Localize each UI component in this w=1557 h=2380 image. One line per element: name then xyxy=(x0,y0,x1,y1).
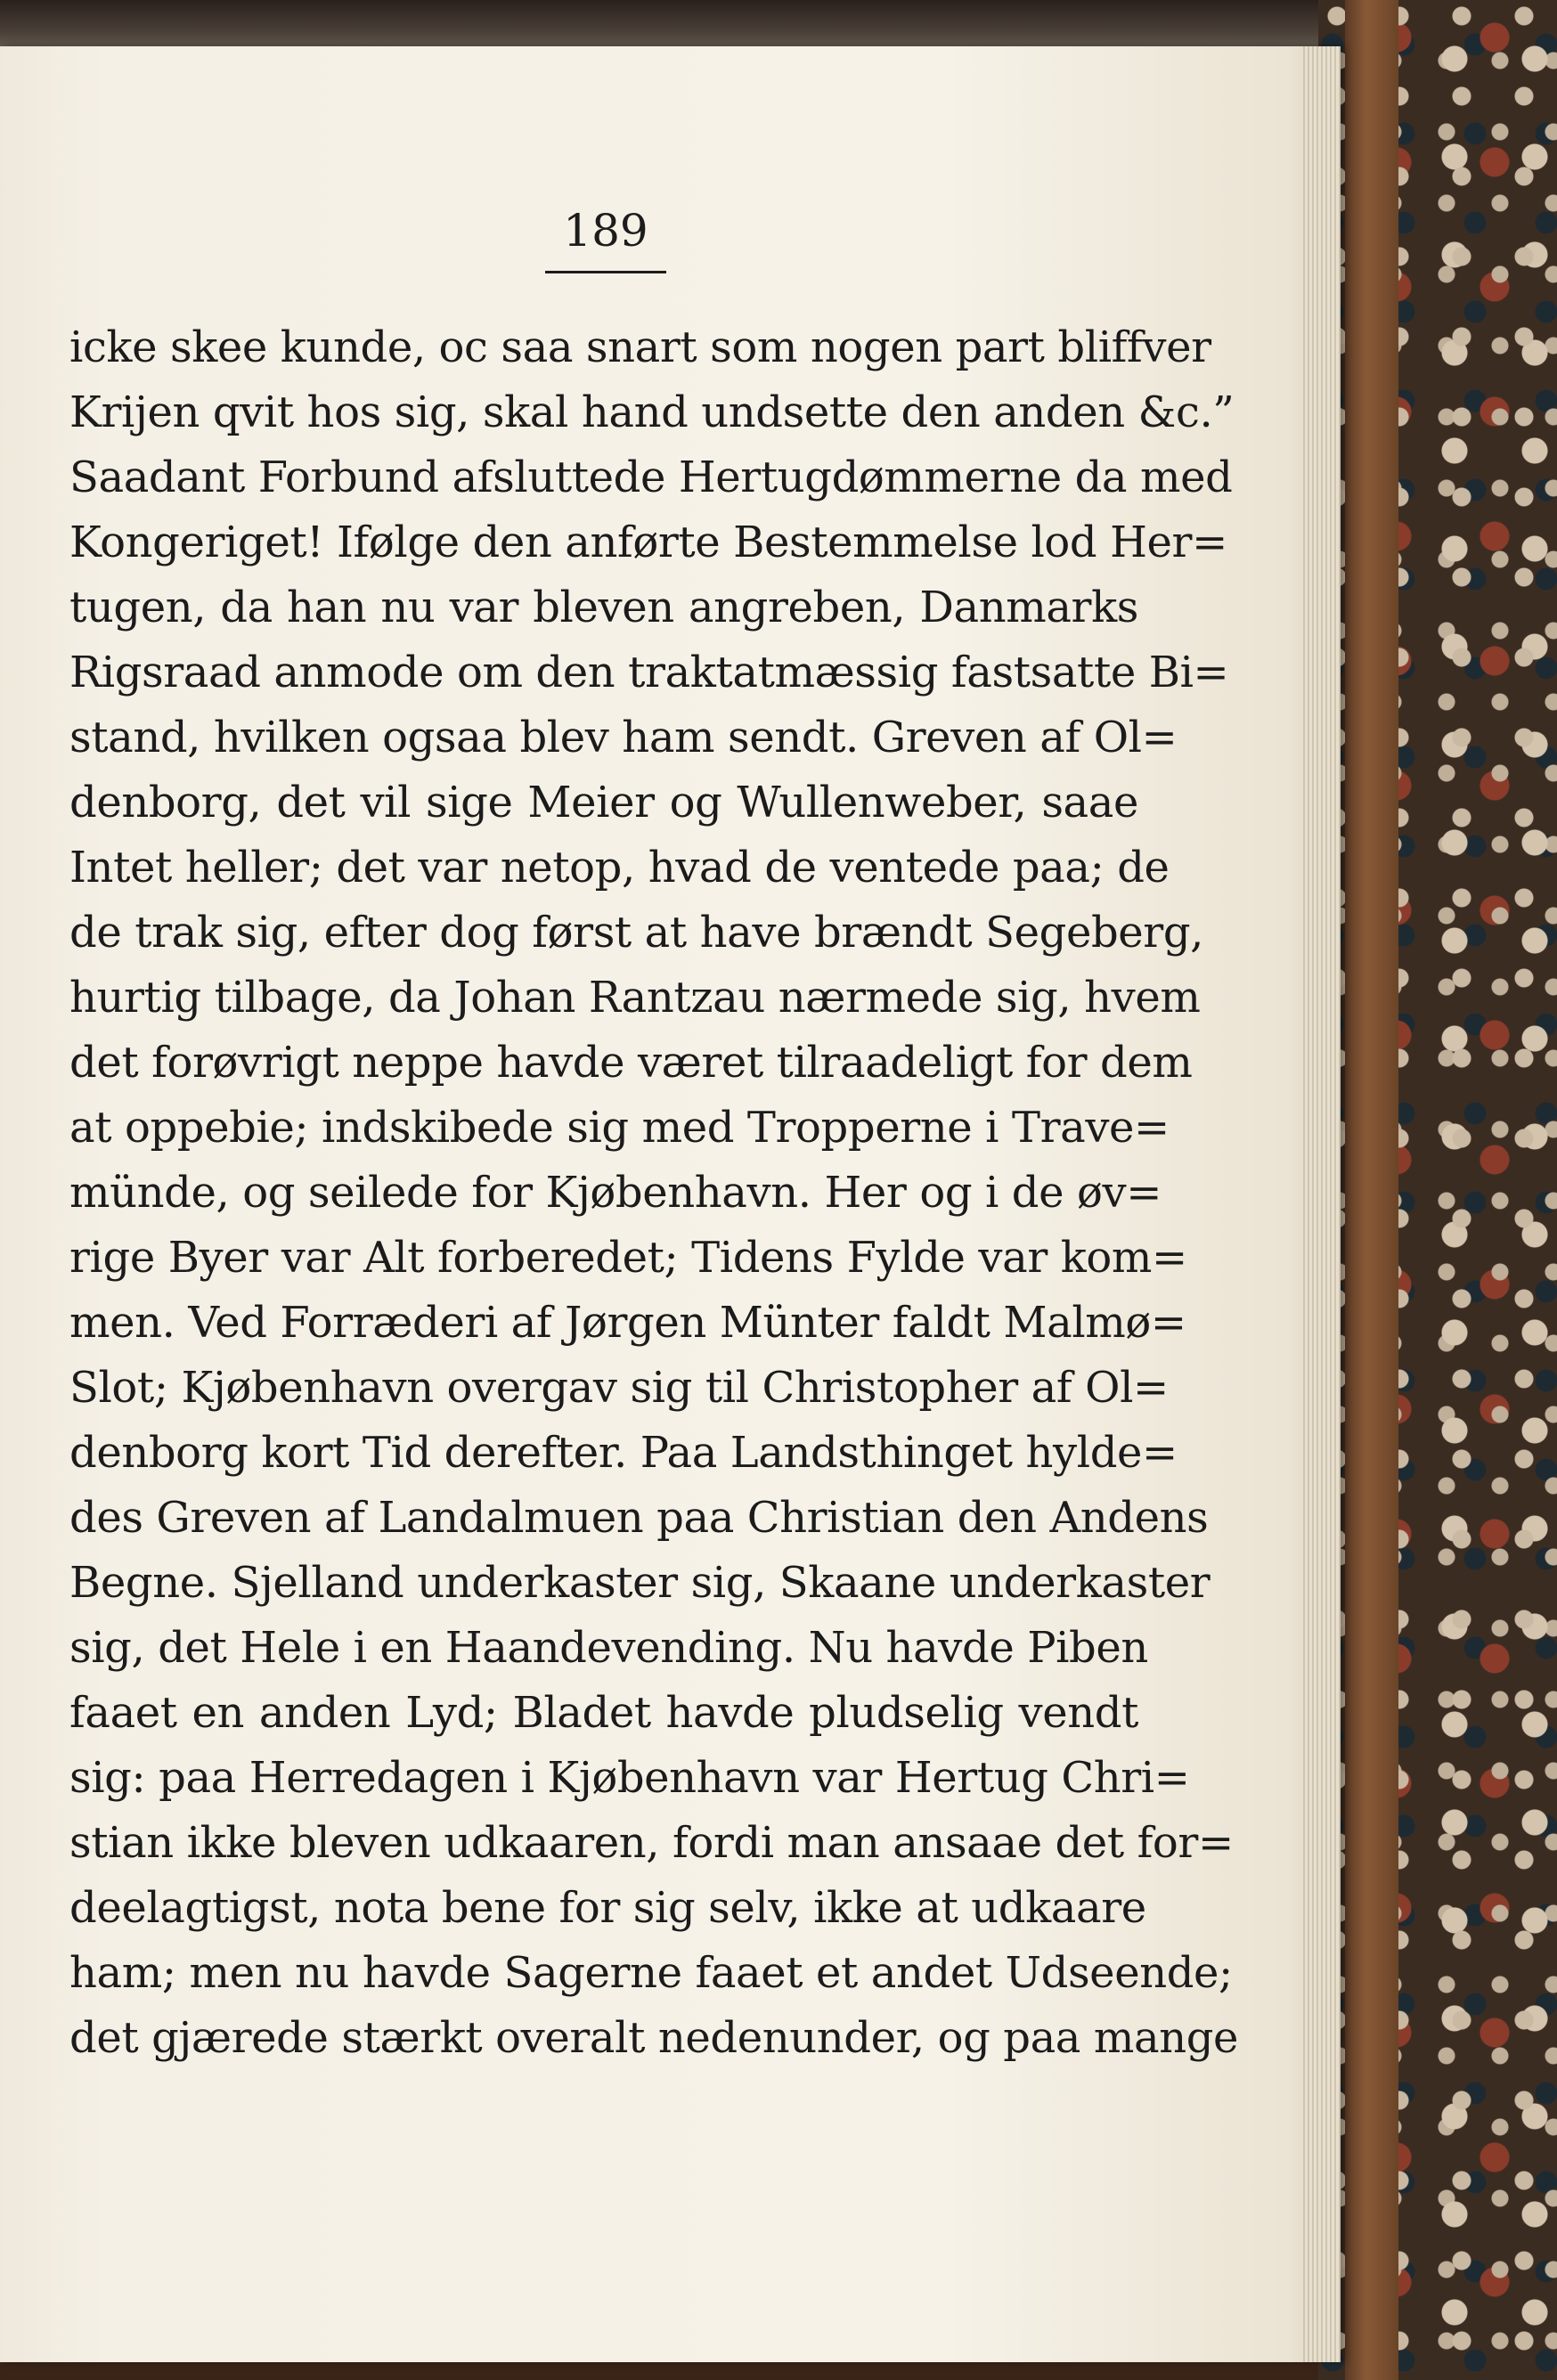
text-line: Saadant Forbund afsluttede Hertugdømmerne da med xyxy=(69,452,1233,502)
text-line: deelagtigst, nota bene for sig selv, ikke at udkaare xyxy=(69,1883,1146,1933)
text-line: icke skee kunde, oc saa snart som nogen part bliffver xyxy=(69,322,1211,372)
body-text xyxy=(69,315,1239,2071)
text-line: det gjærede stærkt overalt nedenunder, og paa mange xyxy=(69,2013,1239,2063)
page-edges xyxy=(1300,46,1341,2362)
text-line: hurtig tilbage, da Johan Rantzau nærmede sig, hvem xyxy=(69,973,1201,1023)
text-line: at oppebie; indskibede sig med Tropperne i Trave= xyxy=(69,1103,1170,1153)
text-line: Intet heller; det var netop, hvad de ventede paa; de xyxy=(69,843,1170,892)
text-line: des Greven af Landalmuen paa Christian den Andens xyxy=(69,1493,1209,1543)
text-line: münde, og seilede for Kjøbenhavn. Her og i de øv= xyxy=(69,1168,1162,1218)
text-line: de trak sig, efter dog først at have brændt Segeberg, xyxy=(69,908,1204,958)
page-number: 189 xyxy=(563,205,648,257)
text-line: Rigsraad anmode om den traktatmæssig fastsatte Bi= xyxy=(69,648,1229,697)
text-line: men. Ved Forræderi af Jørgen Münter faldt Malmø= xyxy=(69,1298,1186,1348)
text-line: sig: paa Herredagen i Kjøbenhavn var Hertug Chri= xyxy=(69,1753,1190,1803)
page-number-rule xyxy=(545,271,666,273)
text-line: stand, hvilken ogsaa blev ham sendt. Greven af Ol= xyxy=(69,713,1178,762)
text-line: tugen, da han nu var bleven angreben, Danmarks xyxy=(69,583,1138,632)
text-line: rige Byer var Alt forberedet; Tidens Fylde var kom= xyxy=(69,1233,1187,1283)
text-line: denborg, det vil sige Meier og Wullenweber, saae xyxy=(69,778,1138,827)
text-line: det forøvrigt neppe havde været tilraadeligt for dem xyxy=(69,1038,1193,1088)
text-line: Kongeriget! Ifølge den anførte Bestemmelse lod Her= xyxy=(69,518,1227,567)
text-line: Slot; Kjøbenhavn overgav sig til Christopher af Ol= xyxy=(69,1363,1169,1413)
text-line: stian ikke bleven udkaaren, fordi man ansaae det for= xyxy=(69,1818,1234,1868)
leather-spine-edge xyxy=(1345,0,1398,2380)
text-line: Begne. Sjelland underkaster sig, Skaane underkaster xyxy=(69,1558,1211,1608)
text-line: ham; men nu havde Sagerne faaet et andet Udseende; xyxy=(69,1948,1233,1998)
top-background-strip xyxy=(0,0,1416,53)
text-line: faaet en anden Lyd; Bladet havde pludselig vendt xyxy=(69,1688,1138,1738)
text-line: sig, det Hele i en Haandevending. Nu havde Piben xyxy=(69,1623,1148,1673)
text-line: denborg kort Tid derefter. Paa Landsthinget hylde= xyxy=(69,1428,1178,1478)
text-line: Krijen qvit hos sig, skal hand undsette den anden &c.” xyxy=(69,387,1235,437)
